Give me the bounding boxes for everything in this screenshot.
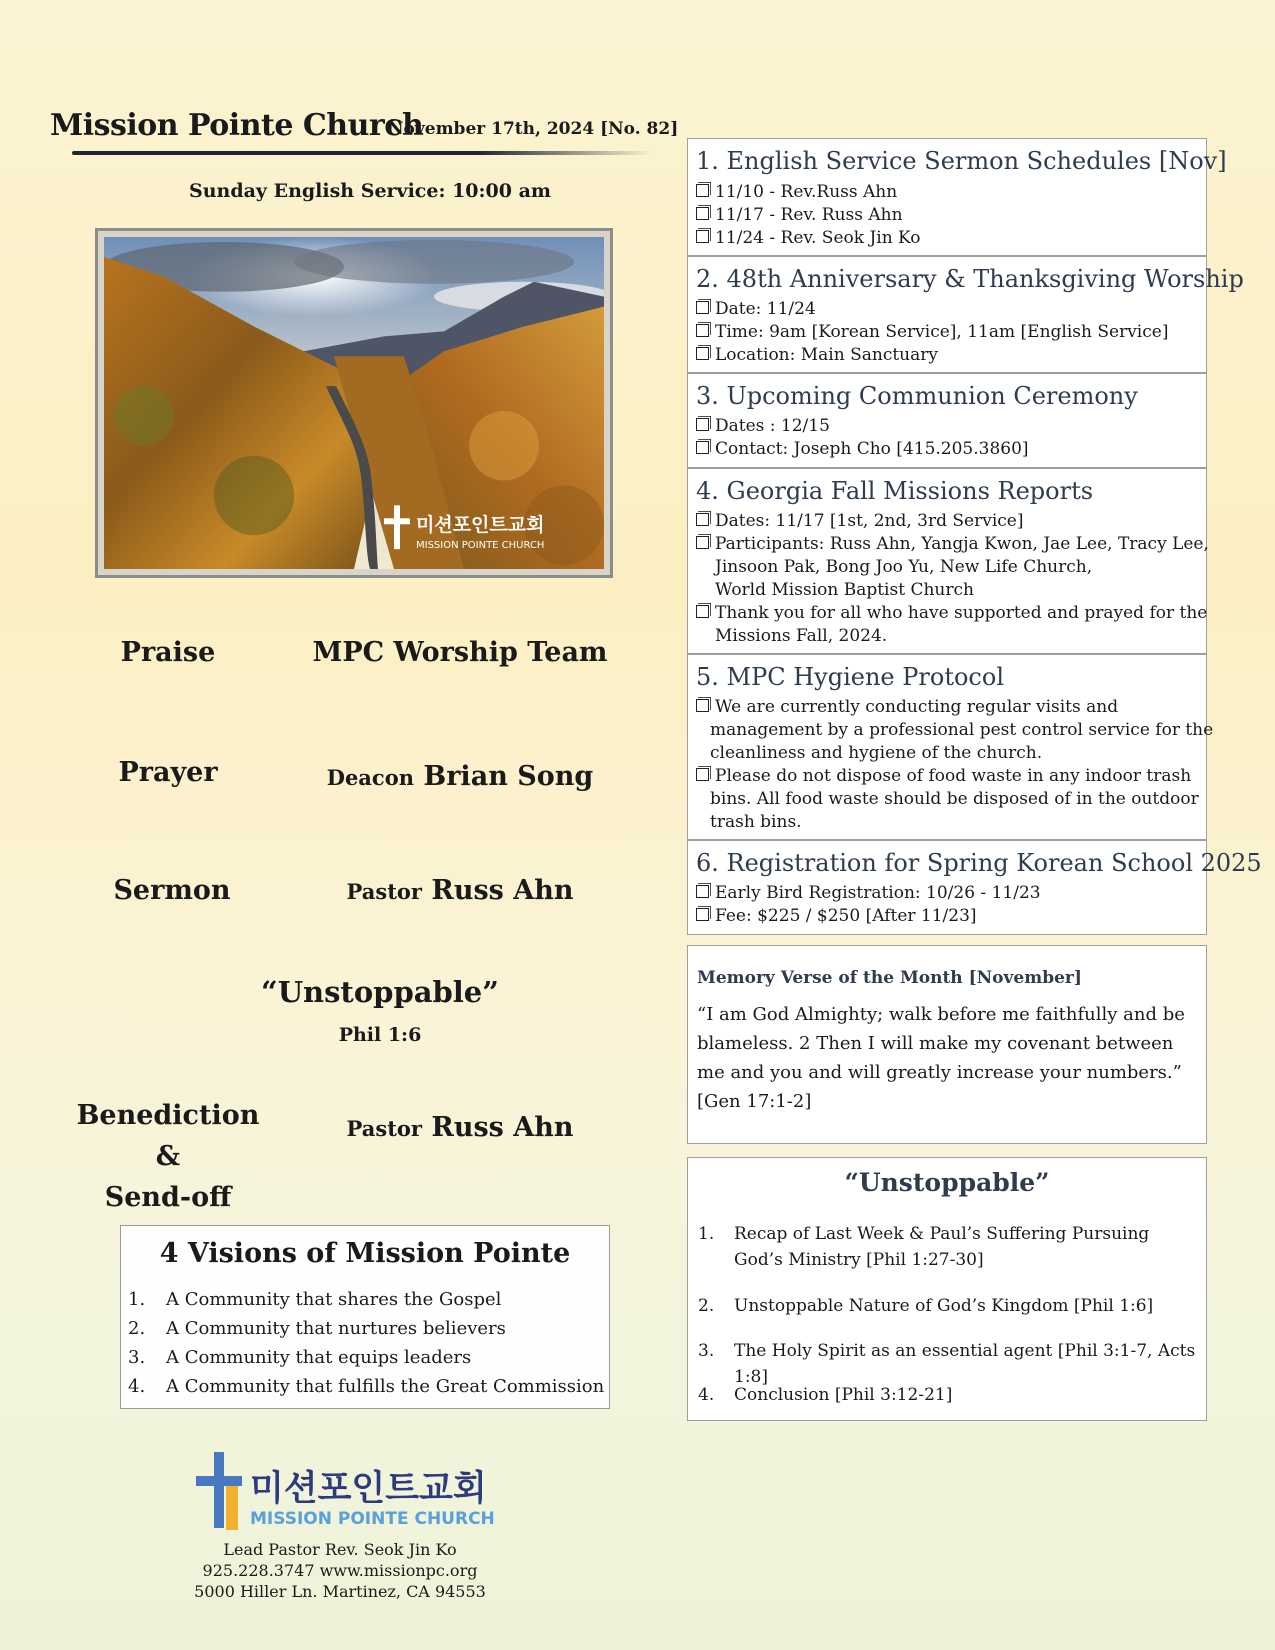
outline-text: Recap of Last Week & Paul’s Suffering Pursuing God’s Ministry [Phil 1:27-30] — [734, 1224, 1150, 1270]
announcement-line: Location: Main Sanctuary — [696, 345, 938, 365]
checkbox-icon — [696, 184, 709, 197]
bulletin-date: November 17th, 2024 [No. 82] — [388, 119, 679, 139]
benediction-leader — [290, 1112, 630, 1143]
checkbox-icon — [696, 908, 709, 921]
announcement-line: World Mission Baptist Church — [715, 580, 974, 600]
vision-text: A Community that fulfills the Great Commission — [166, 1376, 605, 1397]
vision-text: A Community that equips leaders — [166, 1347, 472, 1368]
vision-item — [128, 1289, 501, 1310]
sermon-scripture-ref: Phil 1:6 — [338, 1024, 422, 1046]
vision-item — [128, 1347, 471, 1368]
outline-number: 3. — [698, 1341, 715, 1361]
announcement-title: 3. Upcoming Communion Ceremony — [696, 382, 1138, 410]
checkbox-icon — [696, 301, 709, 314]
checkbox-icon — [696, 441, 709, 454]
announcement-line: Missions Fall, 2024. — [715, 626, 888, 646]
prayer-label: Prayer — [118, 757, 218, 788]
announcement-line: cleanliness and hygiene of the church. — [710, 743, 1043, 763]
announcement-line: 11/10 - Rev.Russ Ahn — [696, 182, 897, 202]
outline-number: 4. — [698, 1385, 715, 1405]
announcement-line: Participants: Russ Ahn, Yangja Kwon, Jae Lee, Tracy Lee, — [696, 534, 1209, 554]
checkbox-icon — [696, 513, 709, 526]
benediction-label-line1: Benediction & — [76, 1100, 260, 1172]
announcement-line: We are currently conducting regular visits and — [696, 697, 1118, 717]
sermon-preacher-name: Russ Ahn — [431, 875, 574, 906]
announcement-6 — [687, 840, 1262, 935]
benediction-leader-title: Pastor — [346, 1116, 422, 1141]
outline-text: Conclusion [Phil 3:12-21] — [734, 1385, 953, 1405]
announcement-title: 2. 48th Anniversary & Thanksgiving Worship — [696, 265, 1244, 293]
sermon-preacher — [290, 875, 630, 906]
announcement-line: management by a professional pest control service for the — [710, 720, 1214, 740]
announcement-line: 11/24 - Rev. Seok Jin Ko — [696, 228, 921, 248]
svg-text:MISSION POINTE CHURCH: MISSION POINTE CHURCH — [416, 540, 545, 552]
outline-text: Unstoppable Nature of God’s Kingdom [Phil 1:6] — [734, 1296, 1154, 1316]
checkbox-icon — [696, 230, 709, 243]
memory-verse-ref: [Gen 17:1-2] — [697, 1091, 812, 1112]
svg-text:미션포인트교회: 미션포인트교회 — [250, 1469, 487, 1509]
visions-title: 4 Visions of Mission Pointe — [159, 1238, 571, 1269]
address: 5000 Hiller Ln. Martinez, CA 94553 — [194, 1582, 486, 1601]
announcement-line: Please do not dispose of food waste in any indoor trash — [696, 766, 1191, 786]
outline-number: 2. — [698, 1296, 715, 1316]
vision-item — [128, 1318, 506, 1339]
prayer-leader-name: Brian Song — [423, 761, 594, 792]
sermon-title: “Unstoppable” — [261, 975, 499, 1009]
announcement-5 — [687, 654, 1214, 840]
checkbox-icon — [696, 324, 709, 337]
cover-photo-frame — [95, 228, 613, 578]
announcement-title: 4. Georgia Fall Missions Reports — [696, 477, 1094, 505]
checkbox-icon — [696, 605, 709, 618]
announcement-3 — [687, 373, 1207, 468]
announcement-line: Thank you for all who have supported and prayed for the — [696, 603, 1207, 623]
vision-number: 4. — [128, 1376, 146, 1397]
announcement-line: Time: 9am [Korean Service], 11am [English Service] — [696, 322, 1168, 342]
announcement-line: Contact: Joseph Cho [415.205.3860] — [696, 439, 1029, 459]
checkbox-icon — [696, 536, 709, 549]
memory-verse-box — [687, 945, 1207, 1144]
vision-text: A Community that shares the Gospel — [166, 1289, 502, 1310]
title-rule — [72, 151, 652, 155]
announcement-line: 11/17 - Rev. Russ Ahn — [696, 205, 903, 225]
announcement-line: Dates: 11/17 [1st, 2nd, 3rd Service] — [696, 511, 1024, 531]
announcement-line: Date: 11/24 — [696, 299, 816, 319]
vision-number: 1. — [128, 1289, 146, 1310]
vision-number: 2. — [128, 1318, 146, 1339]
benediction-label-line2: Send-off — [104, 1182, 232, 1213]
announcement-2 — [687, 256, 1244, 373]
prayer-leader-title: Deacon — [326, 765, 414, 790]
announcement-line: Jinsoon Pak, Bong Joo Yu, New Life Church, — [715, 557, 1093, 577]
outline-number: 1. — [698, 1224, 715, 1244]
cover-photo-autumn-valley — [104, 237, 604, 569]
checkbox-icon — [696, 347, 709, 360]
vision-text: A Community that nurtures believers — [166, 1318, 506, 1339]
vision-item — [128, 1376, 604, 1397]
memory-verse-body: “I am God Almighty; walk before me faithfully and be blameless. 2 Then I will make my covenant between me and you and will greatly increase your numbers.” — [697, 1004, 1185, 1083]
sermon-outline-box — [687, 1157, 1207, 1421]
sermon-label: Sermon — [113, 875, 231, 906]
announcement-title: 1. English Service Sermon Schedules [Nov] — [696, 147, 1227, 175]
announcement-title: 6. Registration for Spring Korean School 2025 — [696, 849, 1262, 877]
praise-label: Praise — [120, 637, 216, 668]
svg-text:미션포인트교회: 미션포인트교회 — [416, 514, 545, 537]
checkbox-icon — [696, 207, 709, 220]
vision-number: 3. — [128, 1347, 146, 1368]
checkbox-icon — [696, 768, 709, 781]
announcement-title: 5. MPC Hygiene Protocol — [696, 663, 1004, 691]
sermon-preacher-title: Pastor — [346, 879, 422, 904]
checkbox-icon — [696, 699, 709, 712]
service-time: Sunday English Service: 10:00 am — [188, 180, 552, 202]
church-name: Mission Pointe Church — [50, 108, 424, 143]
announcement-line: trash bins. — [710, 812, 802, 832]
praise-leader: MPC Worship Team — [312, 637, 608, 668]
benediction-leader-name: Russ Ahn — [431, 1112, 574, 1143]
checkbox-icon — [696, 418, 709, 431]
svg-text:MISSION POINTE CHURCH: MISSION POINTE CHURCH — [250, 1509, 495, 1529]
visions-box — [120, 1225, 610, 1409]
memory-verse-text — [697, 1000, 1197, 1116]
announcement-4 — [687, 468, 1207, 654]
benediction-label — [68, 1095, 268, 1218]
sermon-outline-title: “Unstoppable” — [844, 1168, 1050, 1197]
prayer-leader — [290, 761, 630, 792]
outline-text: The Holy Spirit as an essential agent [Phil 3:1-7, Acts 1:8] — [734, 1341, 1196, 1387]
phone-website: 925.228.3747 www.missionpc.org — [202, 1561, 478, 1580]
announcement-1 — [687, 138, 1227, 256]
announcement-line: Dates : 12/15 — [696, 416, 830, 436]
checkbox-icon — [696, 885, 709, 898]
announcement-line: Early Bird Registration: 10/26 - 11/23 — [696, 883, 1041, 903]
memory-verse-title: Memory Verse of the Month [November] — [697, 968, 1082, 988]
church-logo — [196, 1450, 496, 1530]
announcement-line: Fee: $225 / $250 [After 11/23] — [696, 906, 977, 926]
announcement-line: bins. All food waste should be disposed of in the outdoor — [710, 789, 1199, 809]
lead-pastor: Lead Pastor Rev. Seok Jin Ko — [223, 1540, 457, 1559]
